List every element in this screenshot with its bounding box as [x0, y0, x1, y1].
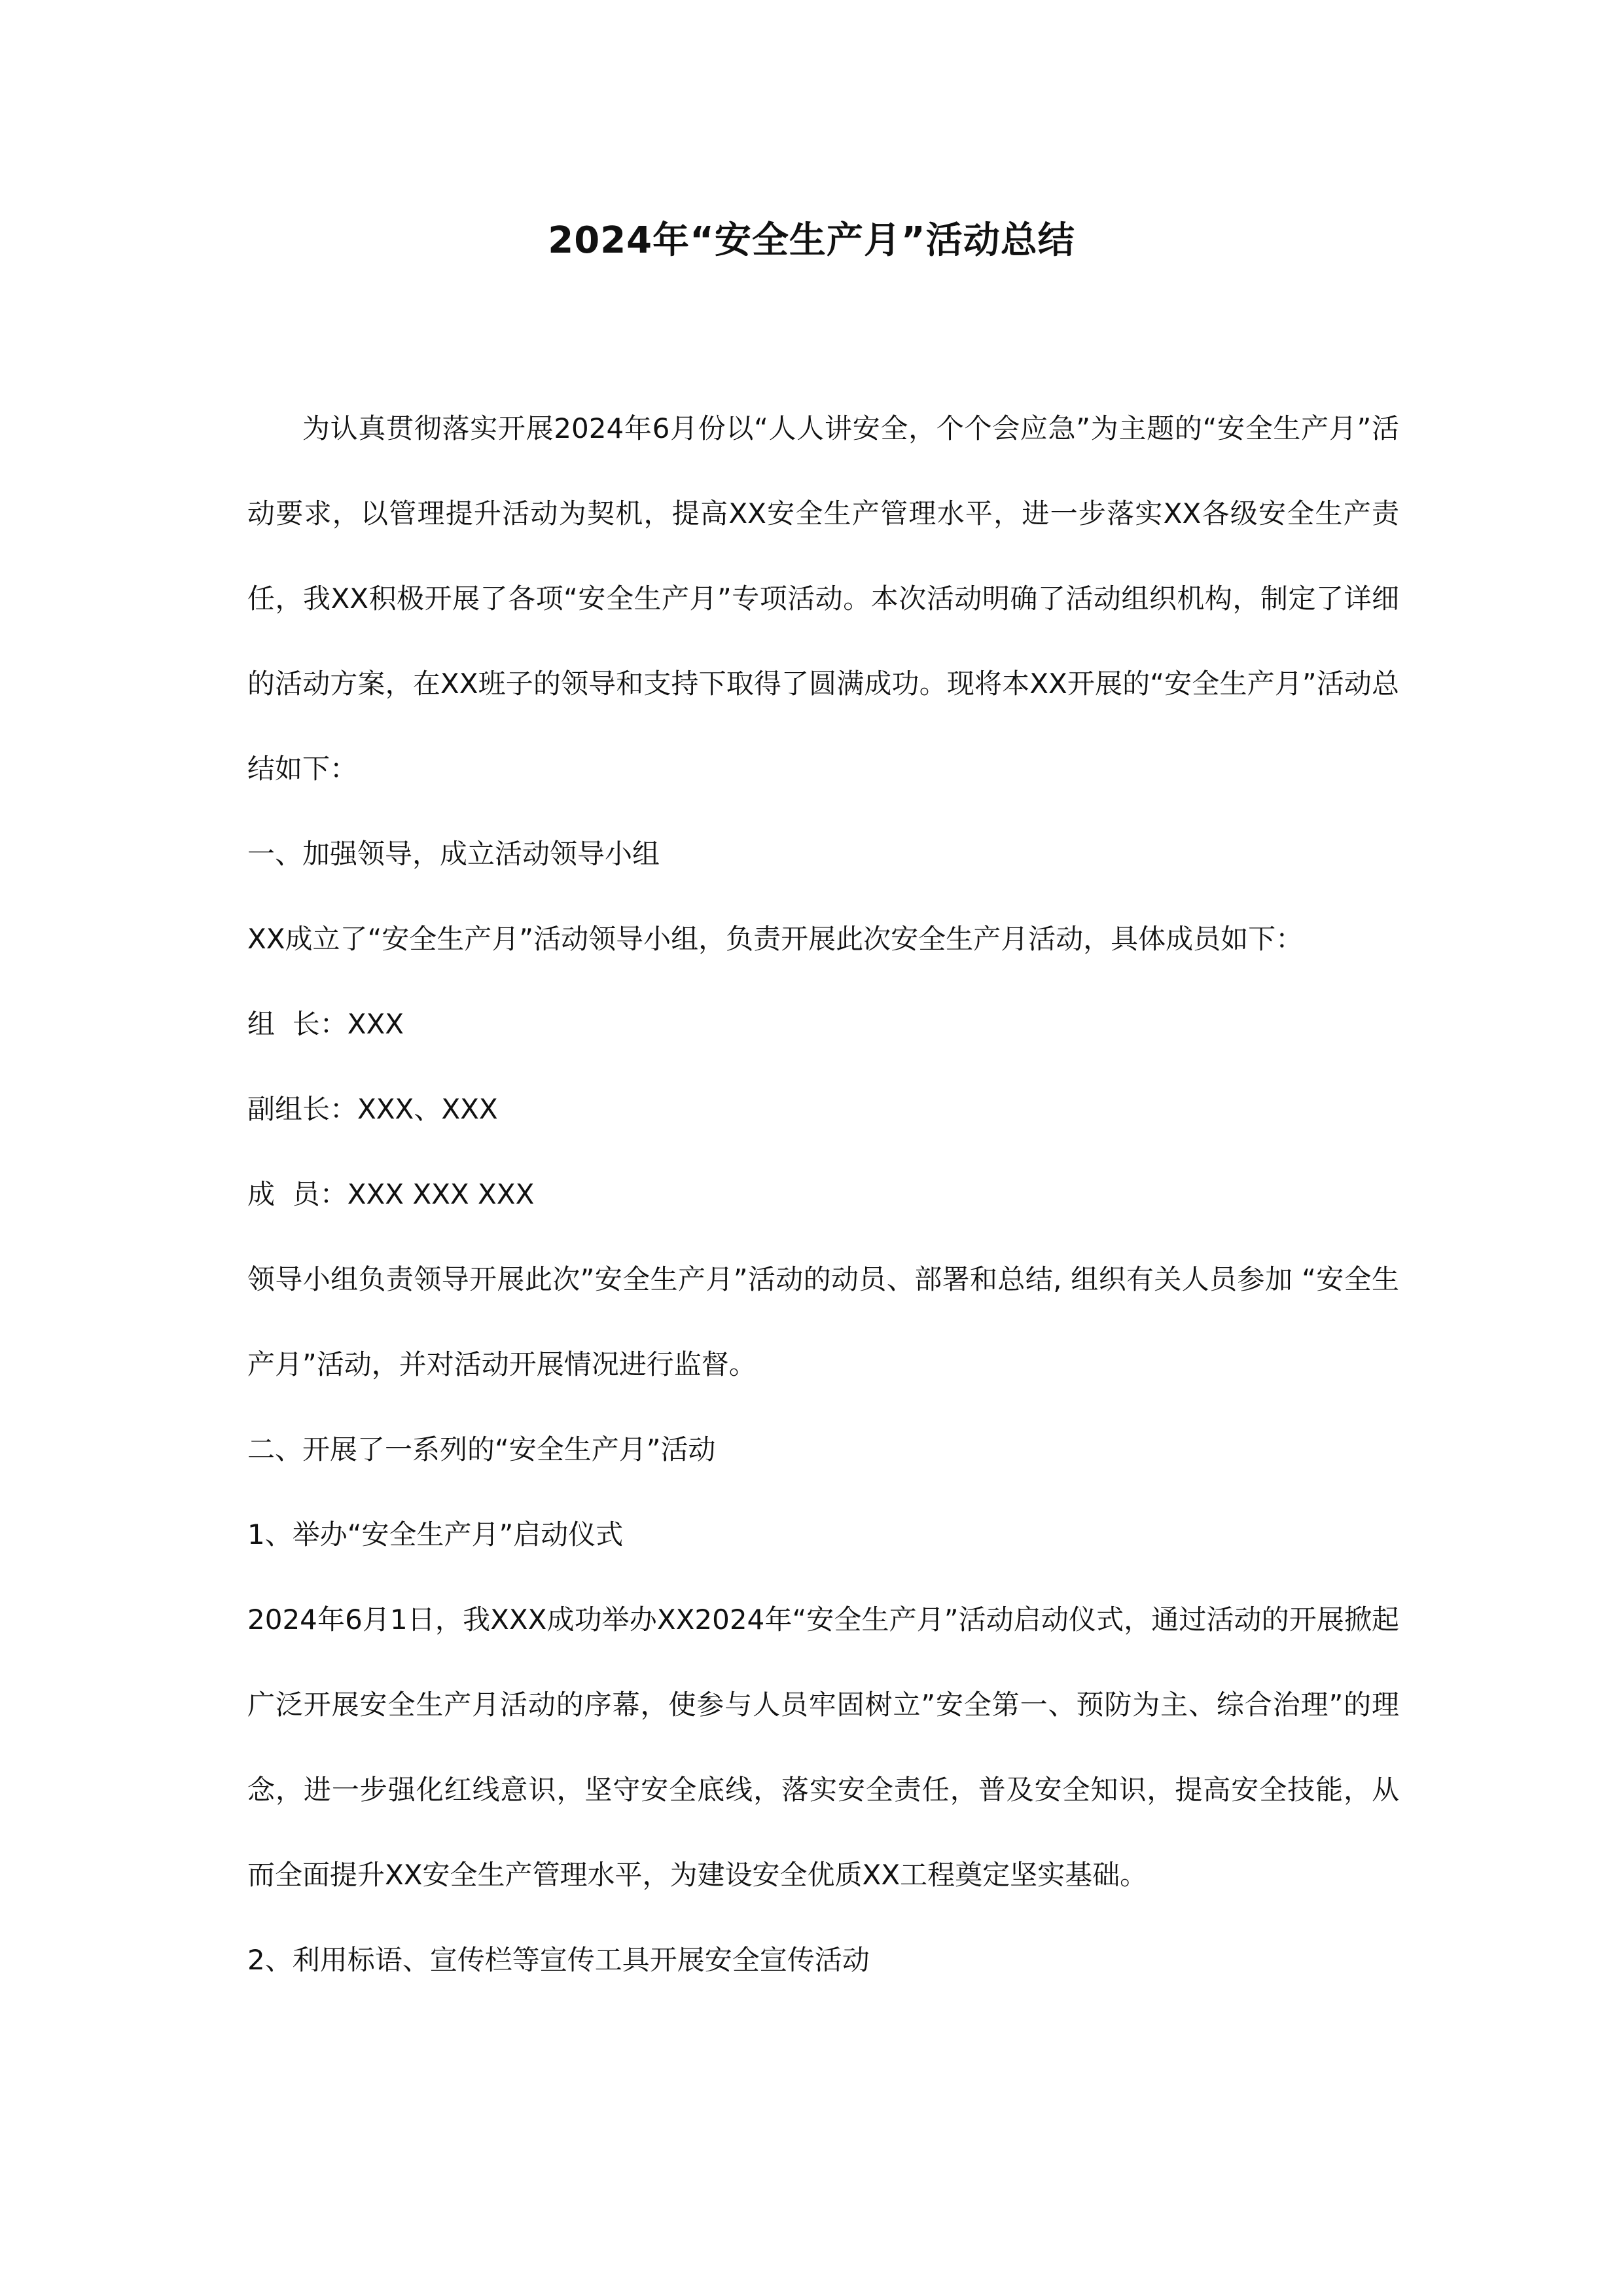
document-body — [247, 386, 1399, 2003]
member-deputy-line: 副组长：XXX、XXX — [247, 1093, 498, 1125]
section-heading-2: 二、开展了一系列的“安全生产月”活动 — [247, 1433, 716, 1465]
paragraph: 领导小组负责领导开展此次”安全生产月”活动的动员、部署和总结, 组织有关人员参加 “安全生产月”活动，并对活动开展情况进行监督。 — [247, 1263, 1399, 1380]
paragraph: XX成立了“安全生产月”活动领导小组，负责开展此次安全生产月活动，具体成员如下： — [247, 923, 1304, 955]
member-members-line: 成 员：XXX XXX XXX — [247, 1178, 535, 1210]
paragraph: 2024年6月1日，我XXX成功举办XX2024年“安全生产月”活动启动仪式，通过活动的开展掀起广泛开展安全生产月活动的序幕，使参与人员牢固树立”安全第一、预防为主、综合治理”的理念，进一步强化红线意识，坚守安全底线，落实安全责任，普及安全知识，提高安全技能，从而全面提升XX安全生产管理水平，为建设安全优质XX工程奠定坚实基础。 — [247, 1604, 1399, 1891]
section-heading-1: 一、加强领导，成立活动领导小组 — [247, 838, 660, 870]
subsection-heading-1: 1、举办“安全生产月”启动仪式 — [247, 1518, 624, 1551]
member-leader-line: 组 长：XXX — [247, 1008, 404, 1040]
document-title: 2024年“安全生产月”活动总结 — [548, 219, 1075, 262]
subsection-heading-2: 2、利用标语、宣传栏等宣传工具开展安全宣传活动 — [247, 1944, 870, 1976]
intro-paragraph: 为认真贯彻落实开展2024年6月份以“人人讲安全，个个会应急”为主题的“安全生产月”活动要求，以管理提升活动为契机，提高XX安全生产管理水平，进一步落实XX各级安全生产责任，我XX积极开展了各项“安全生产月”专项活动。本次活动明确了活动组织机构，制定了详细的活动方案，在XX班子的领导和支持下取得了圆满成功。现将本XX开展的“安全生产月”活动总结如下： — [247, 412, 1399, 785]
